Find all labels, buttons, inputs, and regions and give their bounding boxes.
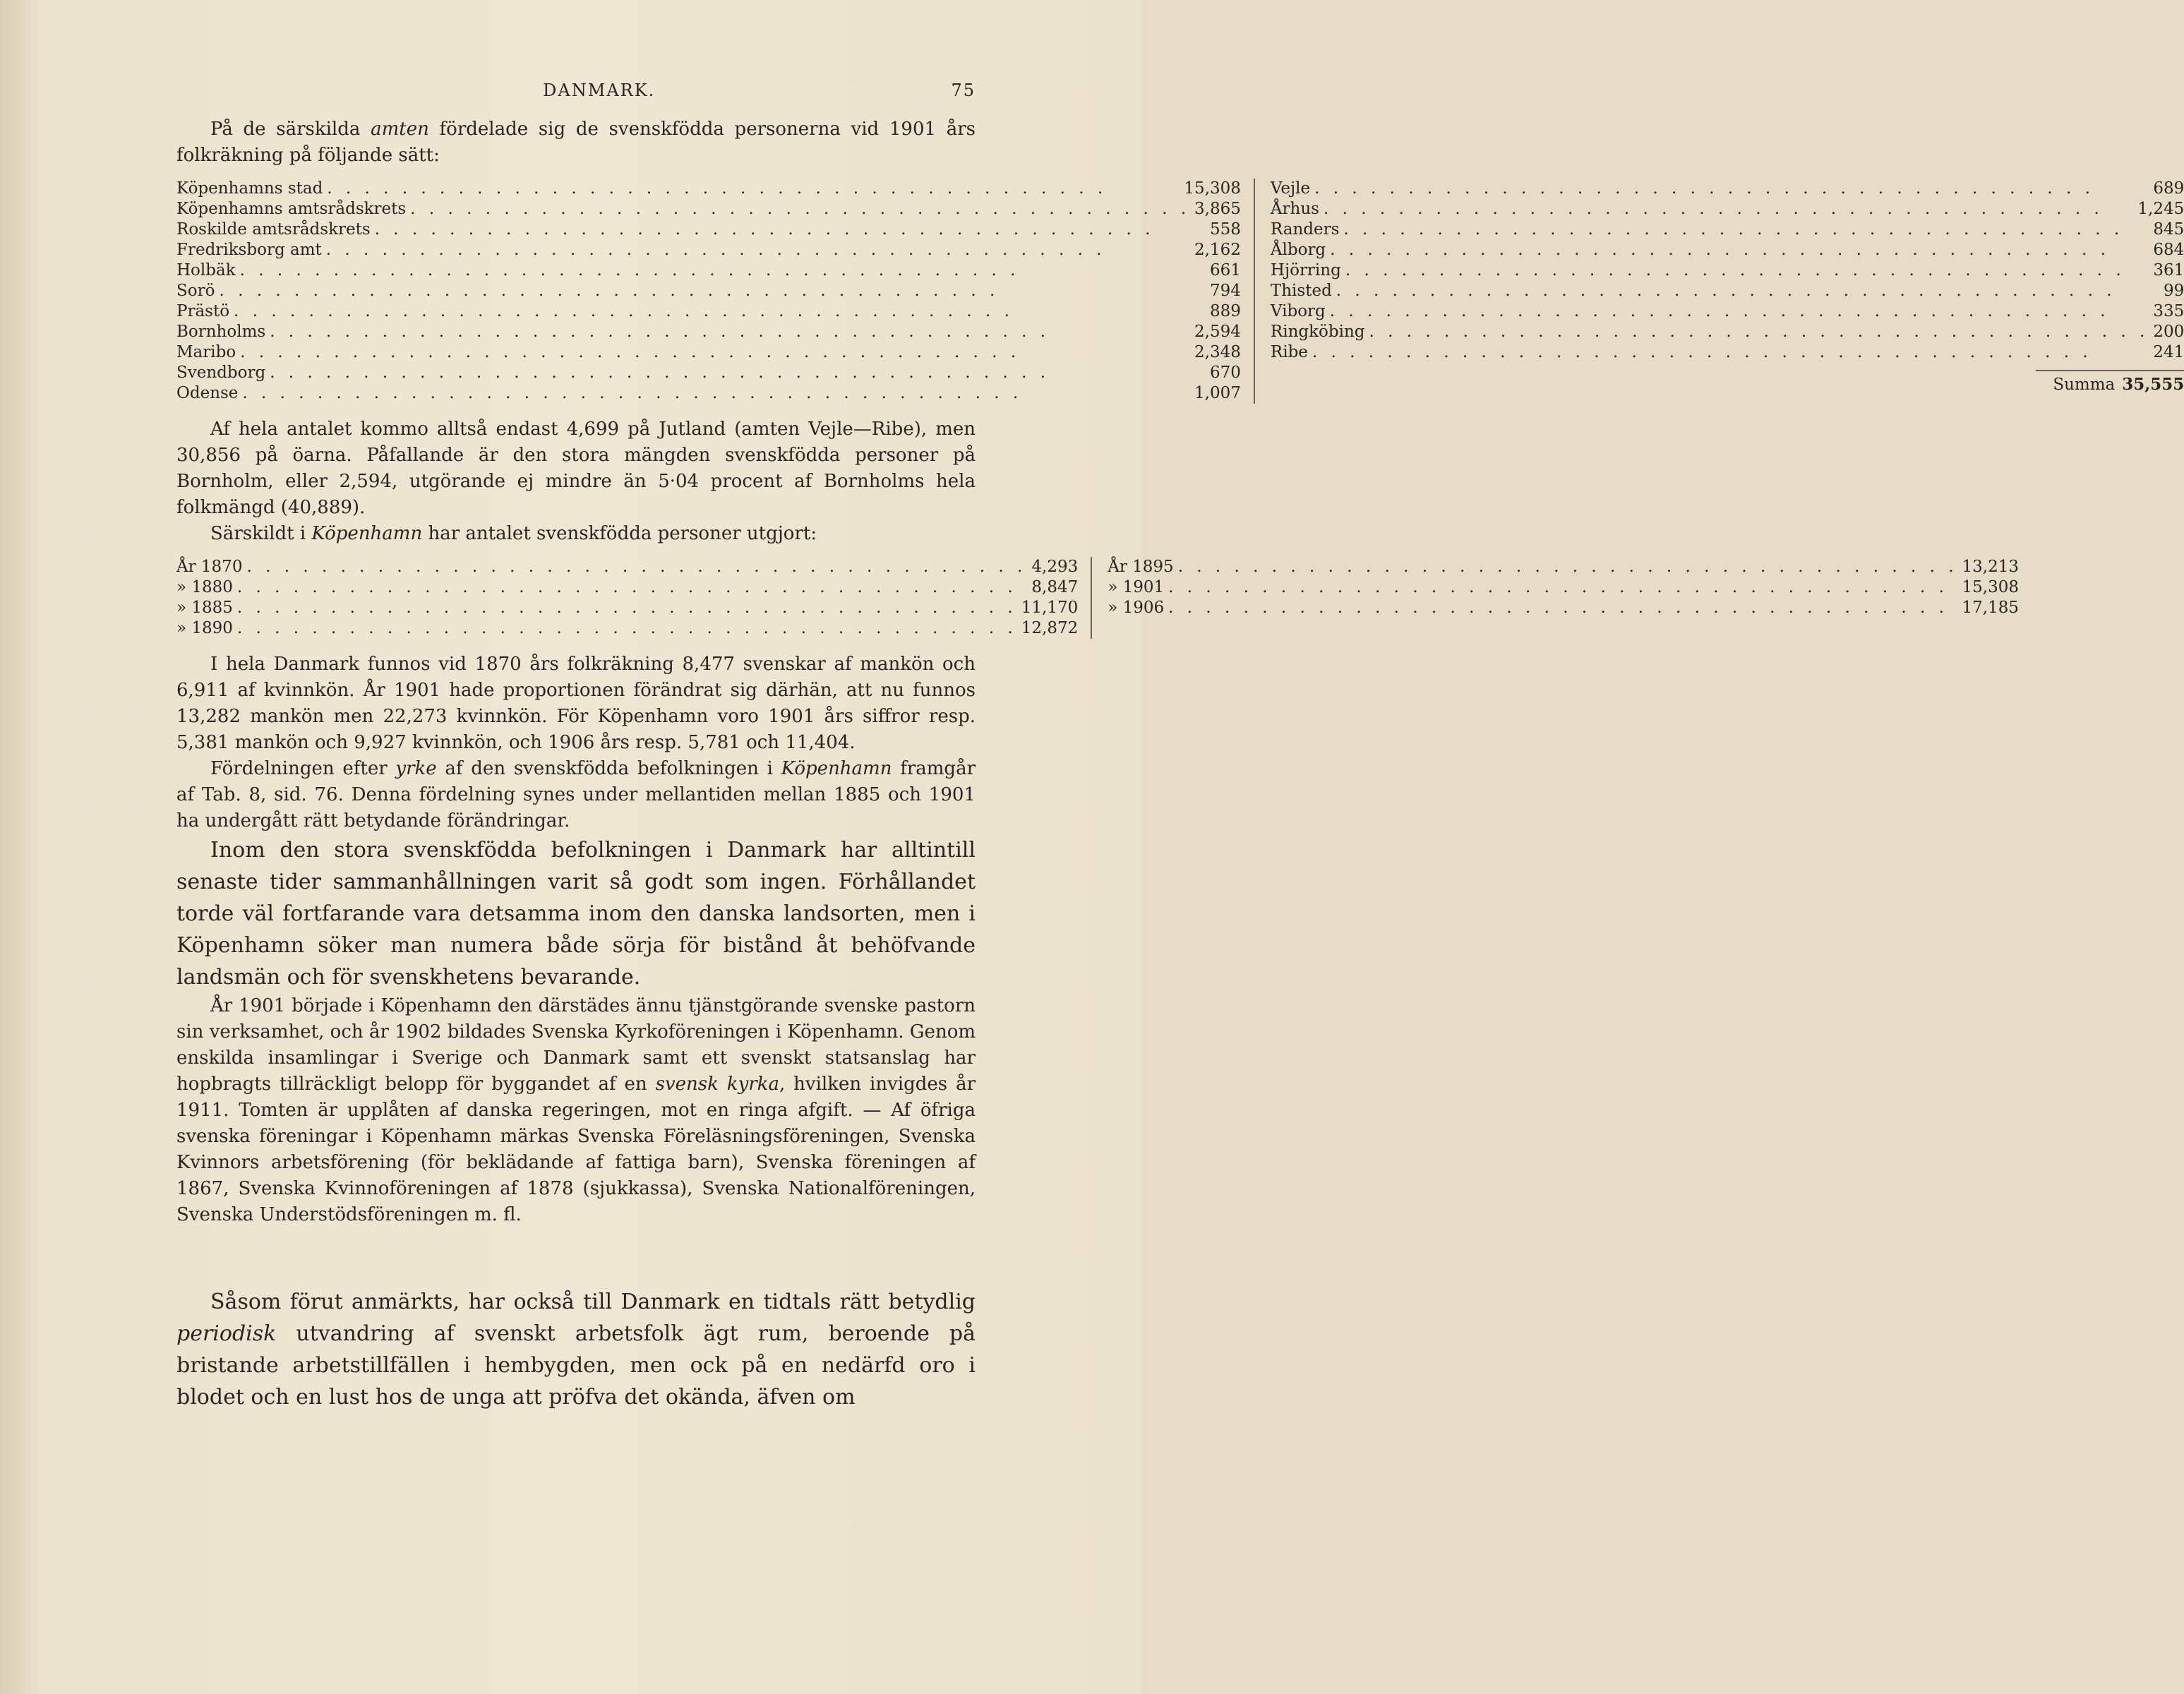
table-row: Bornholms . . . 2,594 (176, 322, 1241, 342)
table-row: År 1870 . . . 4,293 (176, 557, 1078, 577)
table-row: » 1880 . . . 8,847 (176, 577, 1078, 598)
table-row: Sorö . . . 794 (176, 281, 1241, 301)
paragraph-jutland: Af hela antalet kommo alltså endast 4,699 på Jutland (amten Vejle—Ribe), men 30,856 på öarna. Påfallande är den stora mängden svenskfödda personer på Bornholm, eller 2,594, utgörande ej mindre än 5·04 procent af Bornholms hela folkmängd (40,889). (176, 419, 976, 518)
page-number: 75 (951, 80, 976, 100)
year-table (176, 557, 2019, 639)
paragraph-periodisk: Såsom förut anmärkts, har också till Danmark en tidtals rätt betydlig periodisk utvandring af svenskt arbetsfolk ägt rum, beroende på bristande arbetstillfällen i hembygden, men ock på en nedärfd oro i blodet och en lust hos de unga att pröfva det okända, äfven om (176, 1290, 976, 1410)
page-header (176, 78, 976, 104)
table-row: Thisted . . . 99 (1271, 281, 2184, 301)
table-row: Ringköbing . . . 200 (1271, 322, 2184, 342)
table-row: Köpenhamns amtsrådskrets . . . 3,865 (176, 199, 1241, 220)
table-row: Odense . . . 1,007 (176, 383, 1241, 404)
paragraph-yrke: Fördelningen efter yrke af den svenskfödda befolkningen i Köpenhamn framgår af Tab. 8, sid. 76. Denna fördelning synes under mellantiden mellan 1885 och 1901 ha undergått rätt betydande förändringar. (176, 758, 976, 831)
table-row: Svendborg . . . 670 (176, 363, 1241, 383)
table-row: » 1906 . . . 17,185 (1108, 598, 2019, 618)
table-row: » 1890 . . . 12,872 (176, 618, 1078, 639)
table-row: Maribo . . . 2,348 (176, 342, 1241, 363)
table-row: Ålborg . . . 684 (1271, 240, 2184, 260)
table-row: År 1895 . . . 13,213 (1108, 557, 2019, 577)
table-row: Holbäk . . . 661 (176, 260, 1241, 281)
year-table-left (176, 557, 1091, 639)
amt-table-left (176, 179, 1254, 404)
amt-table (176, 179, 2184, 404)
running-title: DANMARK. (543, 80, 656, 100)
text-block (176, 78, 2184, 1413)
table-row: Århus . . . 1,245 (1271, 199, 2184, 220)
table-row: Randers . . . 845 (1271, 220, 2184, 240)
table-row: » 1885 . . . 11,170 (176, 598, 1078, 618)
table-row: Viborg . . . 335 (1271, 301, 2184, 322)
table-row: Köpenhamns stad . . . 15,308 (176, 179, 1241, 199)
paragraph-amten: På de särskilda amten fördelade sig de svenskfödda personerna vid 1901 års folkräkning på följande sätt: (176, 119, 976, 166)
paragraph-kyrka: År 1901 började i Köpenhamn den därstädes ännu tjänstgörande svenske pastorn sin verksamhet, och år 1902 bildades Svenska Kyrkoföreningen i Köpenhamn. Genom enskilda insamlingar i Sverige och Danmark samt ett svenskt statsanslag har hopbragts tillräckligt belopp för byggandet af en svensk kyrka, hvilken invigdes år 1911. Tomten är upplåten af danska regeringen, mot en ringa afgift. — Af öfriga svenska föreningar i Köpenhamn märkas Svenska Föreläsningsföreningen, Svenska Kvinnors arbetsförening (för beklädande af fattiga barn), Svenska föreningen af 1867, Svenska Kvinnoföreningen af 1878 (sjukkassa), Svenska Nationalföreningen, Svenska Understödsföreningen m. fl. (176, 995, 976, 1225)
sum-row: Summa 35,555 (2036, 370, 2184, 395)
table-row: Prästö . . . 889 (176, 301, 1241, 322)
amt-table-right (1254, 179, 2184, 404)
paragraph-mankon: I hela Danmark funnos vid 1870 års folkräkning 8,477 svenskar af mankön och 6,911 af kvinnkön. År 1901 hade proportionen förändrat sig därhän, att nu funnos 13,282 mankön men 22,273 kvinnkön. För Köpenhamn voro 1901 års siffror resp. 5,381 mankön och 9,927 kvinnkön, och 1906 års resp. 5,781 och 11,404. (176, 654, 976, 753)
table-row: » 1901 . . . 15,308 (1108, 577, 2019, 598)
table-row: Vejle . . . 689 (1271, 179, 2184, 199)
table-row: Ribe . . . 241 (1271, 342, 2184, 363)
table-row: Fredriksborg amt . . . 2,162 (176, 240, 1241, 260)
year-table-right (1091, 557, 2019, 639)
paragraph-sammanhallning: Inom den stora svenskfödda befolkningen i Danmark har alltintill senaste tider sammanhållningen varit så godt som ingen. Förhållandet torde väl fortfarande vara detsamma inom den danska landsorten, men i Köpenhamn söker man numera både sörja för bistånd åt behöfvande landsmän och för svenskhetens bevarande. (176, 838, 976, 990)
table-row: Hjörring . . . 361 (1271, 260, 2184, 281)
table-row: Roskilde amtsrådskrets . . . 558 (176, 220, 1241, 240)
paragraph-kopenhamn-intro: Särskildt i Köpenhamn har antalet svenskfödda personer utgjort: (210, 523, 817, 544)
